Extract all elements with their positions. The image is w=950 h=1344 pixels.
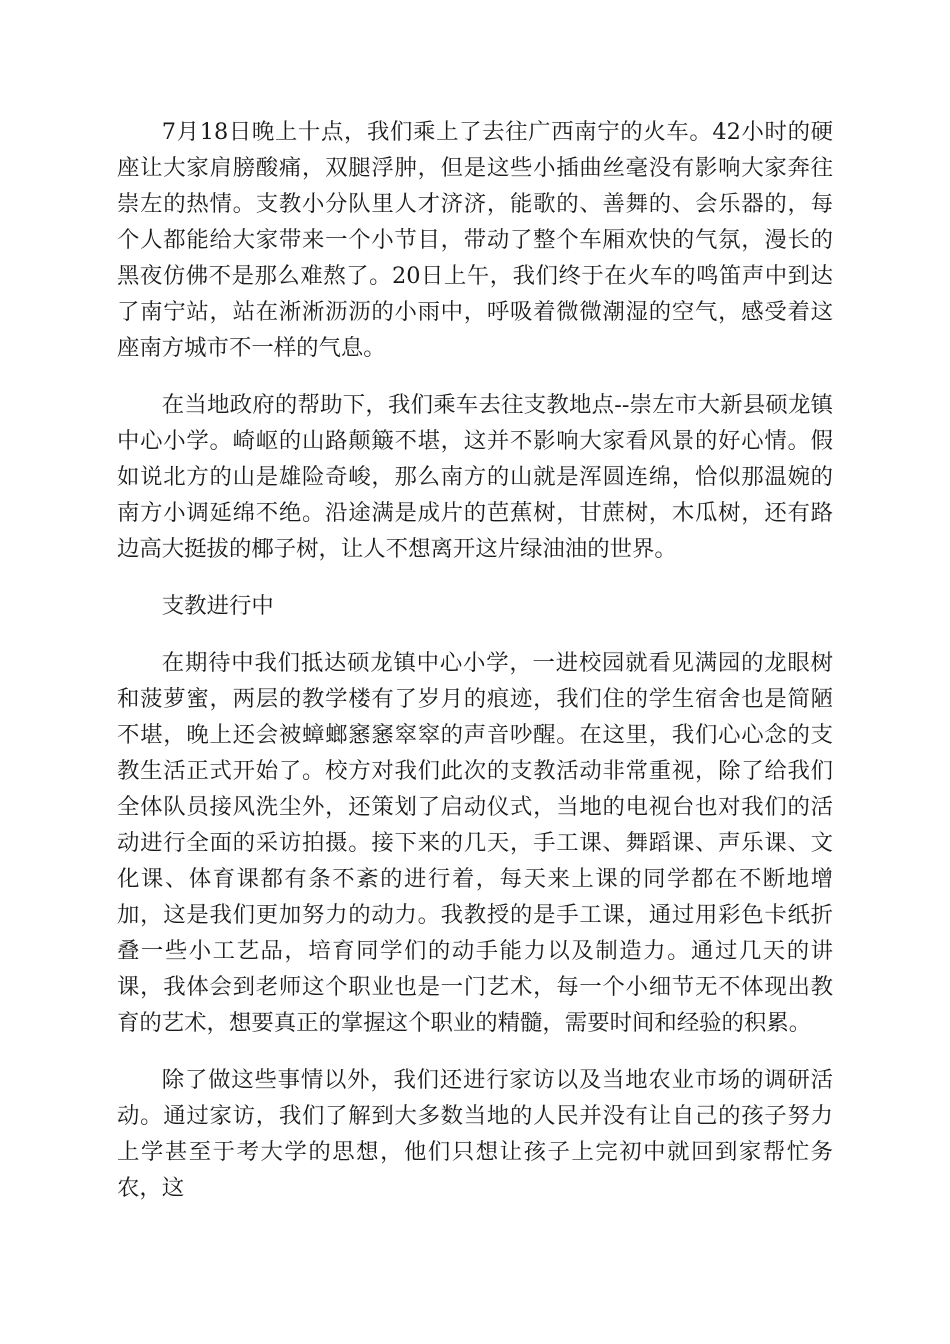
paragraph-road-to-school: 在当地政府的帮助下，我们乘车去往支教地点--崇左市大新县硕龙镇中心小学。崎岖的山路颠簸不堪，这并不影响大家看风景的好心情。假如说北方的山是雄险奇峻，那么南方的山就是浑圆连绵，恰似那温婉的南方小调延绵不绝。沿途满是成片的芭蕉树，甘蔗树，木瓜树，还有路边高大挺拔的椰子树，让人不想离开这片绿油油的世界。 (117, 392, 833, 562)
document-body (117, 114, 833, 1227)
paragraph-train-journey: 7月18日晚上十点，我们乘上了去往广西南宁的火车。42小时的硬座让大家肩膀酸痛，双腿浮肿，但是这些小插曲丝毫没有影响大家奔往崇左的热情。支教小分队里人才济济，能歌的、善舞的、会乐器的，每个人都能给大家带来一个小节目，带动了整个车厢欢快的气氛，漫长的黑夜仿佛不是那么难熬了。20日上午，我们终于在火车的鸣笛声中到达了南宁站，站在淅淅沥沥的小雨中，呼吸着微微潮湿的空气，感受着这座南方城市不一样的气息。 (117, 119, 833, 361)
section-heading: 支教进行中 (161, 593, 274, 619)
paragraph-home-visits: 除了做这些事情以外，我们还进行家访以及当地农业市场的调研活动。通过家访，我们了解到大多数当地的人民并没有让自己的孩子努力上学甚至于考大学的思想，他们只想让孩子上完初中就回到家帮忙务农，这 (117, 1067, 833, 1201)
paragraph-teaching: 在期待中我们抵达硕龙镇中心小学，一进校园就看见满园的龙眼树和菠萝蜜，两层的教学楼有了岁月的痕迹，我们住的学生宿舍也是简陋不堪，晚上还会被蟑螂窸窸窣窣的声音吵醒。在这里，我们心心念的支教生活正式开始了。校方对我们此次的支教活动非常重视，除了给我们全体队员接风洗尘外，还策划了启动仪式，当地的电视台也对我们的活动进行全面的采访拍摄。接下来的几天，手工课、舞蹈课、声乐课、文化课、体育课都有条不紊的进行着，每天来上课的同学都在不断地增加，这是我们更加努力的动力。我教授的是手工课，通过用彩色卡纸折叠一些小工艺品，培育同学们的动手能力以及制造力。通过几天的讲课，我体会到老师这个职业也是一门艺术，每一个小细节无不体现出教育的艺术，想要真正的掌握这个职业的精髓，需要时间和经验的积累。 (117, 650, 833, 1036)
